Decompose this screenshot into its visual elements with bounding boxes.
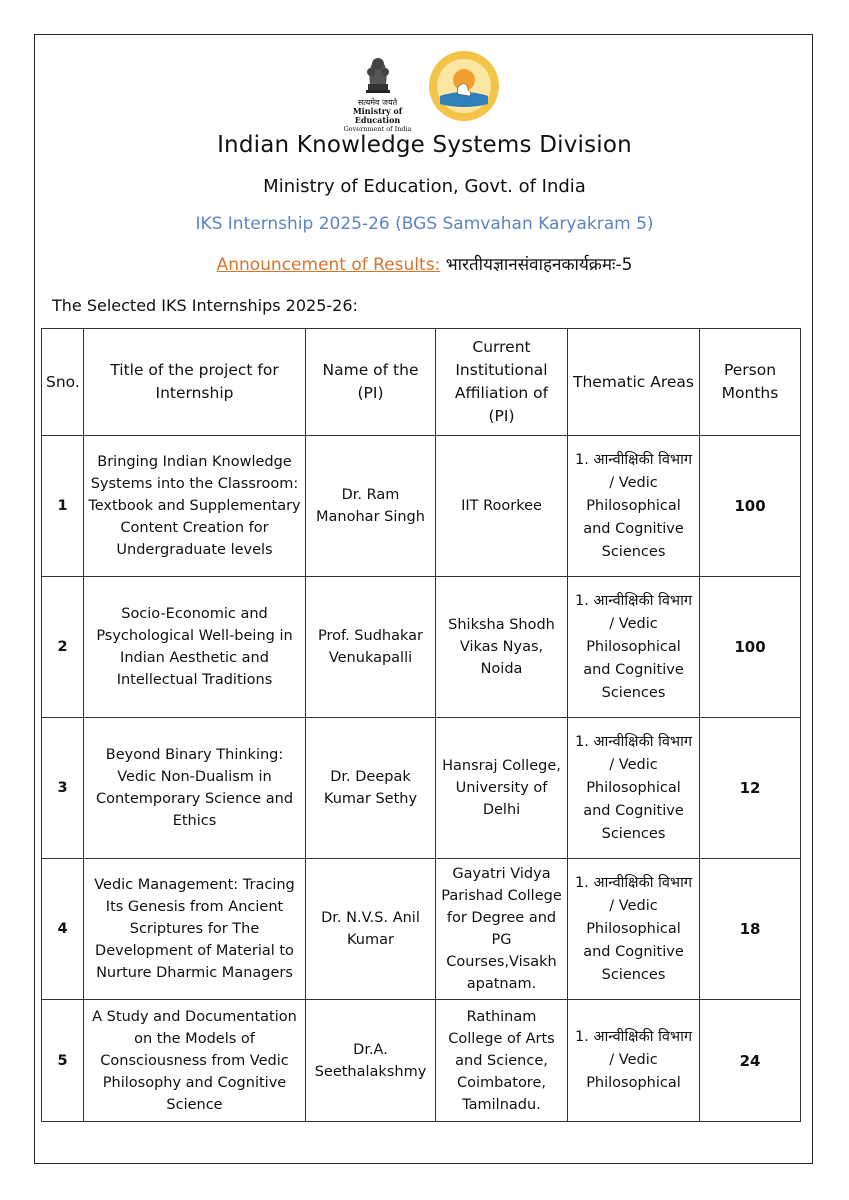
header-pi: Name of the (PI) <box>306 329 436 436</box>
cell-person-months: 12 <box>700 718 801 859</box>
cell-person-months: 24 <box>700 1000 801 1122</box>
cell-title: A Study and Documentation on the Models of Consciousness from Vedic Philosophy and Cognitive Science <box>84 1000 306 1122</box>
cell-title: Socio-Economic and Psychological Well-being in Indian Aesthetic and Intellectual Traditions <box>84 577 306 718</box>
header-affiliation: Current Institutional Affiliation of (PI) <box>436 329 568 436</box>
announcement-line <box>0 252 849 275</box>
cell-sno: 3 <box>42 718 84 859</box>
table-row <box>42 859 801 1000</box>
table-row <box>42 1000 801 1122</box>
cell-affiliation: IIT Roorkee <box>436 436 568 577</box>
cell-sno: 2 <box>42 577 84 718</box>
cell-pi: Prof. Sudhakar Venukapalli <box>306 577 436 718</box>
cell-person-months: 100 <box>700 436 801 577</box>
cell-thematic: 1. आन्वीक्षिकी विभाग / Vedic Philosophical and Cognitive Sciences <box>568 436 700 577</box>
header-thematic: Thematic Areas <box>568 329 700 436</box>
ministry-line: Ministry of Education, Govt. of India <box>263 176 586 197</box>
cell-affiliation: Rathinam College of Arts and Science, Coimbatore, Tamilnadu. <box>436 1000 568 1122</box>
cell-sno: 1 <box>42 436 84 577</box>
logo-group <box>330 50 520 133</box>
intro-text: The Selected IKS Internships 2025-26: <box>52 296 358 315</box>
header-person-months: Person Months <box>700 329 801 436</box>
iks-seal-logo <box>428 50 500 122</box>
header-sno: Sno. <box>42 329 84 436</box>
table-row <box>42 718 801 859</box>
cell-pi: Dr. N.V.S. Anil Kumar <box>306 859 436 1000</box>
cell-thematic: 1. आन्वीक्षिकी विभाग / Vedic Philosophical and Cognitive Sciences <box>568 859 700 1000</box>
cell-sno: 5 <box>42 1000 84 1122</box>
announcement-label: Announcement of Results: <box>216 255 441 275</box>
cell-pi: Dr. Ram Manohar Singh <box>306 436 436 577</box>
cell-pi: Dr. Deepak Kumar Sethy <box>306 718 436 859</box>
national-emblem <box>330 50 425 133</box>
cell-thematic: 1. आन्वीक्षिकी विभाग / Vedic Philosophical <box>568 1000 700 1122</box>
emblem-ministry: Ministry of Education <box>352 106 403 125</box>
table-header-row <box>42 329 801 436</box>
cell-affiliation: Gayatri Vidya Parishad College for Degree and PG Courses,Visakh apatnam. <box>436 859 568 1000</box>
division-title: Indian Knowledge Systems Division <box>217 132 632 158</box>
cell-affiliation: Shiksha Shodh Vikas Nyas, Noida <box>436 577 568 718</box>
announcement-hindi: भारतीयज्ञानसंवाहनकार्यक्रमः-5 <box>445 255 633 275</box>
cell-title: Beyond Binary Thinking: Vedic Non-Dualism in Contemporary Science and Ethics <box>84 718 306 859</box>
cell-title: Bringing Indian Knowledge Systems into the Classroom: Textbook and Supplementary Content Creation for Undergraduate levels <box>84 436 306 577</box>
emblem-motto: सत्यमेव जयते <box>357 98 398 107</box>
emblem-govt: Government of India <box>343 125 412 133</box>
cell-title: Vedic Management: Tracing Its Genesis from Ancient Scriptures for The Development of Material to Nurture Dharmic Managers <box>84 859 306 1000</box>
cell-pi: Dr.A. Seethalakshmy <box>306 1000 436 1122</box>
cell-person-months: 100 <box>700 577 801 718</box>
cell-affiliation: Hansraj College, University of Delhi <box>436 718 568 859</box>
cell-sno: 4 <box>42 859 84 1000</box>
cell-thematic: 1. आन्वीक्षिकी विभाग / Vedic Philosophical and Cognitive Sciences <box>568 577 700 718</box>
cell-person-months: 18 <box>700 859 801 1000</box>
table-row <box>42 436 801 577</box>
results-table <box>41 328 801 1122</box>
cell-thematic: 1. आन्वीक्षिकी विभाग / Vedic Philosophical and Cognitive Sciences <box>568 718 700 859</box>
program-title: IKS Internship 2025-26 (BGS Samvahan Karyakram 5) <box>195 214 654 234</box>
header-title: Title of the project for Internship <box>84 329 306 436</box>
lion-capital-icon <box>358 50 398 94</box>
table-row <box>42 577 801 718</box>
